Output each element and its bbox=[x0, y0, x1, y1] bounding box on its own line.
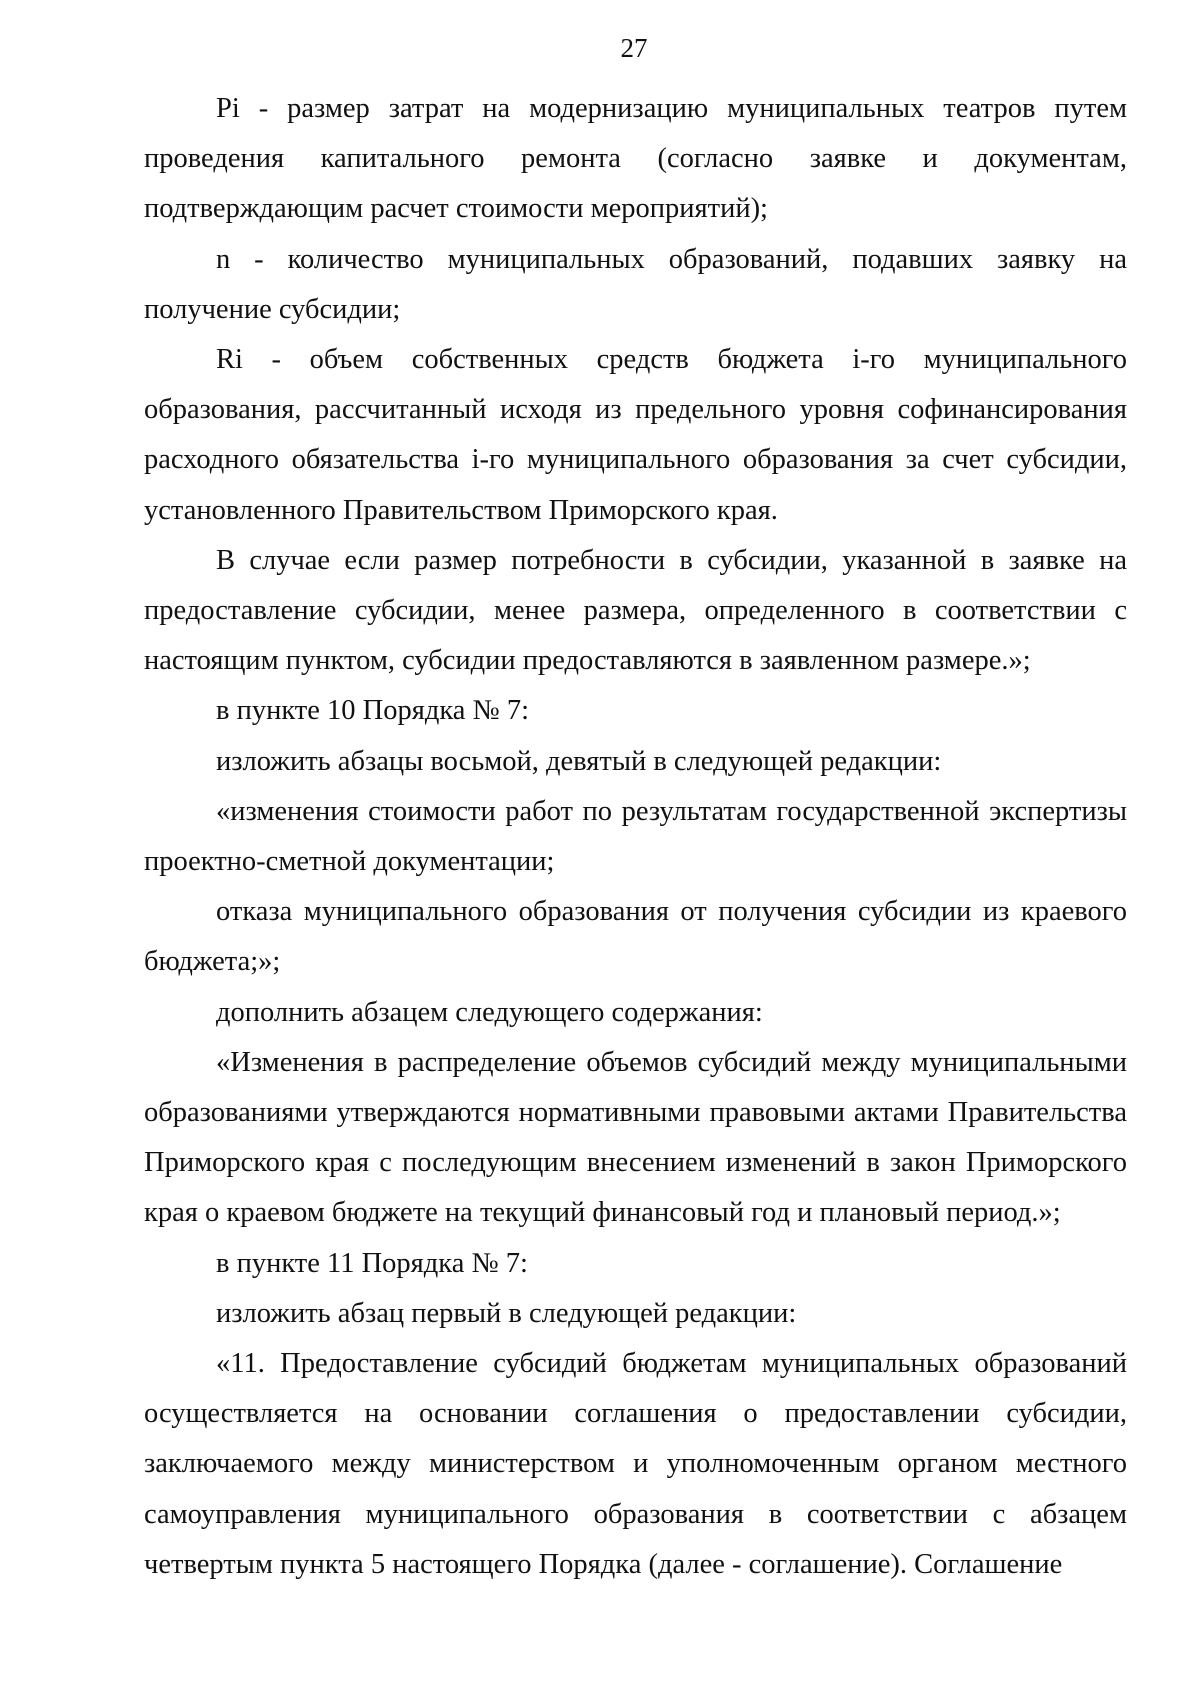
page-number: 27 bbox=[620, 33, 648, 63]
paragraph-ri-definition: Ri - объем собственных средств бюджета i-го муниципального образования, рассчитанный исходя из предельного уровня софинансирования расходного обязательства i-го муниципального образования за счет субсидии, установленного Правительством Приморского края. bbox=[144, 344, 1127, 526]
paragraph-point-11-instruction: изложить абзац первый в следующей редакции: bbox=[216, 1297, 797, 1329]
paragraph-pi-definition: Pi - размер затрат на модернизацию муниципальных театров путем проведения капитального ремонта (согласно заявке и документам, подтверждающим расчет стоимости мероприятий); bbox=[144, 93, 1127, 225]
paragraph-subsidy-case: В случае если размер потребности в субсидии, указанной в заявке на предоставление субсидии, менее размера, определенного в соответствии с настоящим пунктом, субсидии предоставляются в заявленном размере.»; bbox=[144, 544, 1127, 677]
paragraph-point-10-instruction: изложить абзацы восьмой, девятый в следующей редакции: bbox=[216, 745, 942, 777]
paragraph-supplement-instruction: дополнить абзацем следующего содержания: bbox=[216, 996, 763, 1028]
paragraph-n-definition: n - количество муниципальных образований, подавших заявку на получение субсидии; bbox=[144, 243, 1127, 325]
paragraph-distribution-changes: «Изменения в распределение объемов субсидий между муниципальными образованиями утверждаются нормативными правовыми актами Правительства Приморского края с последующим внесением изменений в закон Приморского края о краевом бюджете на текущий финансовый год и плановый период.»; bbox=[144, 1046, 1127, 1229]
document-body bbox=[144, 84, 1127, 1590]
paragraph-point-11-text: «11. Предоставление субсидий бюджетам муниципальных образований осуществляется на основании соглашения о предоставлении субсидии, заключаемого между министерством и уполномоченным органом местного самоуправления муниципального образования в соответствии с абзацем четвертым пункта 5 настоящего Порядка (далее - соглашение). Соглашение bbox=[144, 1348, 1127, 1580]
paragraph-cost-change: «изменения стоимости работ по результатам государственной экспертизы проектно-сметной документации; bbox=[144, 795, 1127, 878]
paragraph-refusal: отказа муниципального образования от получения субсидии из краевого бюджета;»; bbox=[144, 896, 1127, 978]
paragraph-point-10-heading: в пункте 10 Порядка № 7: bbox=[216, 695, 530, 727]
paragraph-point-11-heading: в пункте 11 Порядка № 7: bbox=[216, 1247, 528, 1279]
